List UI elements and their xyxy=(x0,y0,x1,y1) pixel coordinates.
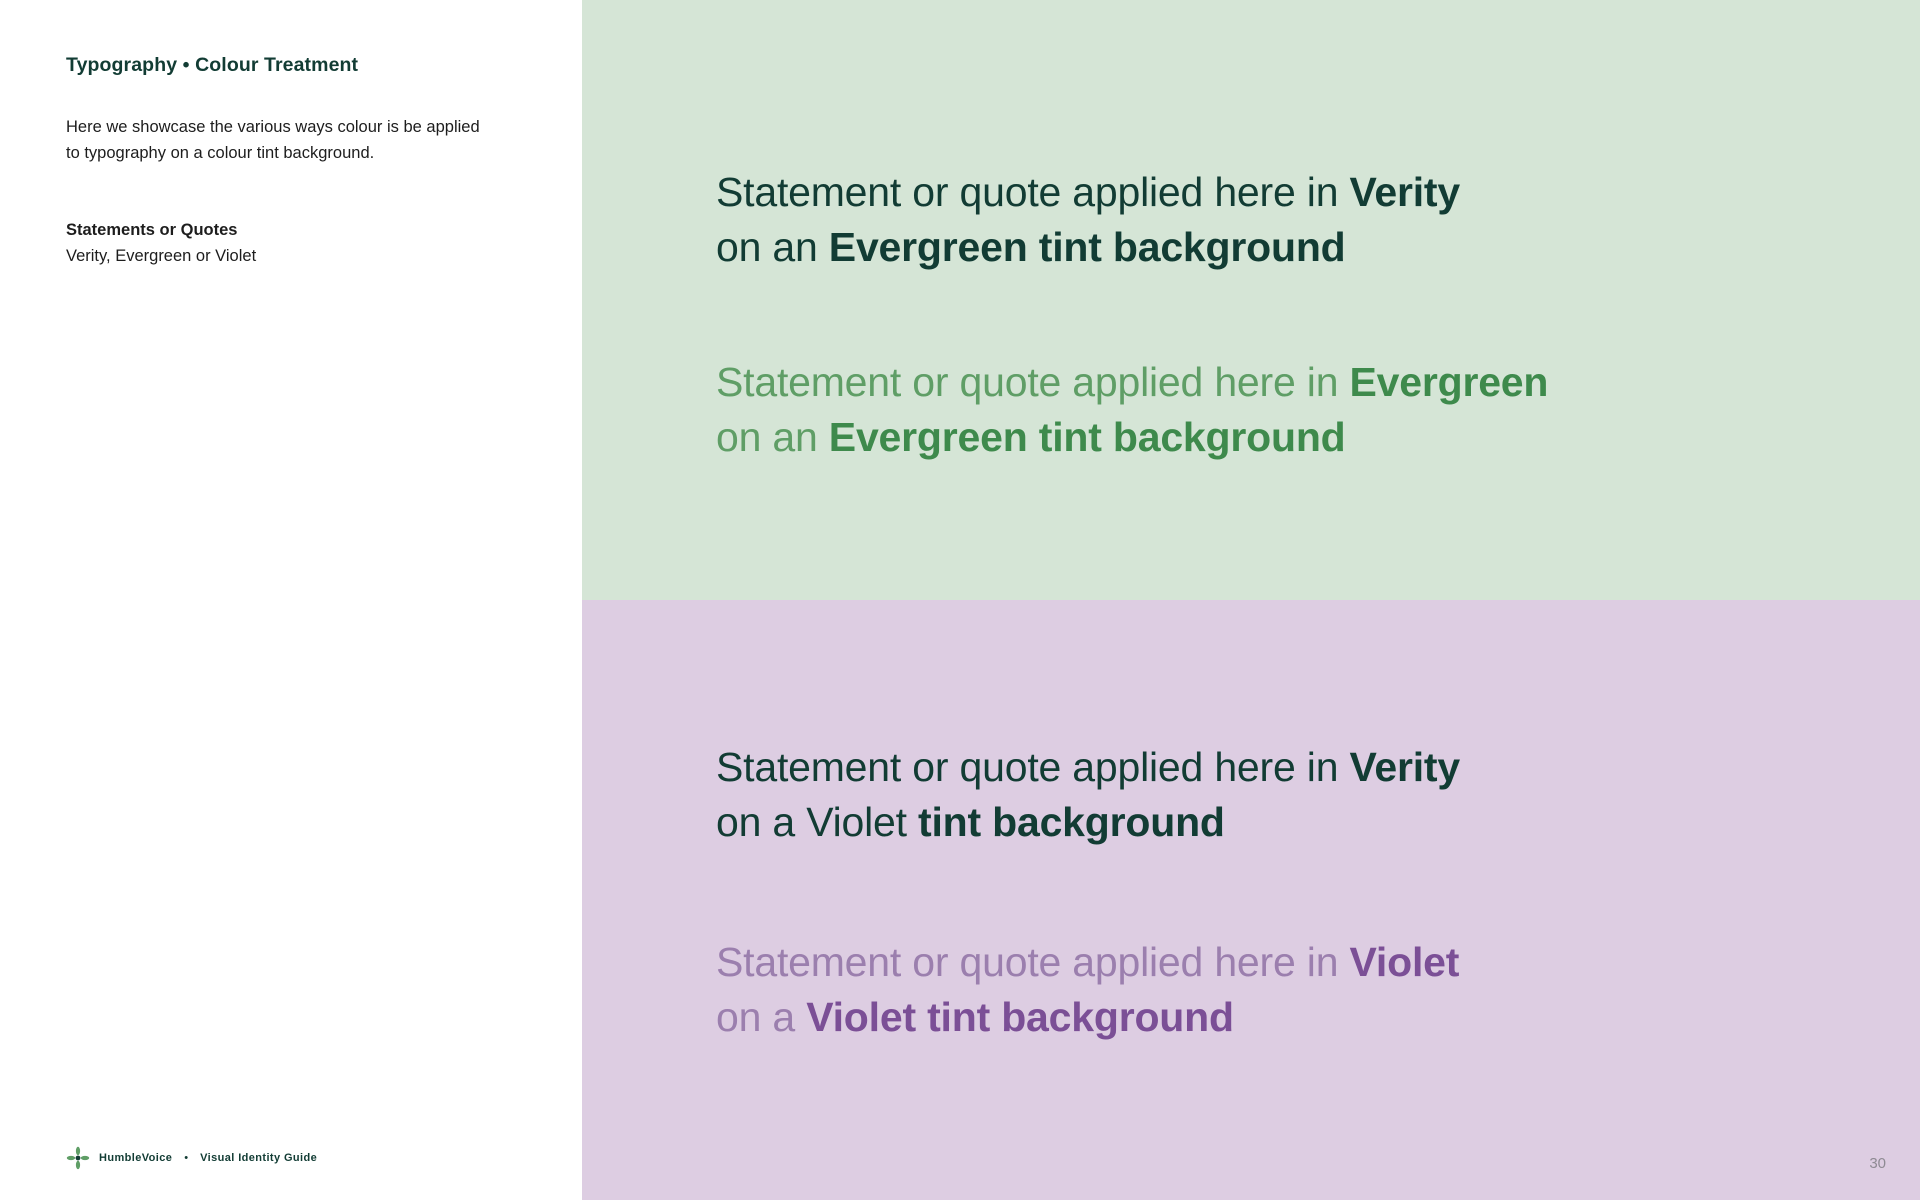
quote-verity-on-violet xyxy=(716,740,1876,850)
quote-1-line2-regular: on an xyxy=(716,224,829,270)
quote-4-line1-regular: Statement or quote applied here in xyxy=(716,939,1350,985)
quote-3-line2-regular: on a Violet xyxy=(716,799,918,845)
quote-2-line2-regular: on an xyxy=(716,414,829,460)
quote-evergreen-on-evergreen xyxy=(716,355,1876,465)
quote-3-line1-regular: Statement or quote applied here in xyxy=(716,744,1350,790)
quote-1-line2-bold: Evergreen tint background xyxy=(828,224,1346,270)
quote-1-line1-regular: Statement or quote applied here in xyxy=(716,169,1350,215)
humblevoice-logo-icon xyxy=(66,1146,90,1170)
footer xyxy=(66,1146,317,1170)
page-number: 30 xyxy=(1869,1155,1886,1172)
quote-2-line1-bold: Evergreen xyxy=(1349,359,1549,405)
footer-separator: • xyxy=(184,1152,189,1164)
quote-3-line2-bold: tint background xyxy=(918,799,1225,845)
footer-brand-name: HumbleVoice xyxy=(99,1152,173,1164)
quote-4-line2-regular: on a xyxy=(716,994,807,1040)
quote-3-line1-bold: Verity xyxy=(1349,744,1460,790)
subsection-description: Verity, Evergreen or Violet xyxy=(66,247,257,265)
left-info-column xyxy=(0,0,582,1200)
quote-verity-on-evergreen xyxy=(716,165,1876,275)
quote-1-line1-bold: Verity xyxy=(1349,169,1460,215)
quote-4-line2-bold: Violet tint background xyxy=(806,994,1234,1040)
footer-document-title: Visual Identity Guide xyxy=(200,1152,318,1164)
evergreen-tint-panel xyxy=(582,0,1920,600)
subsection-title: Statements or Quotes xyxy=(66,221,238,239)
violet-tint-panel xyxy=(582,600,1920,1200)
quote-4-line1-bold: Violet xyxy=(1349,939,1460,985)
intro-paragraph: Here we showcase the various ways colour is be applied to typography on a colour tint background. xyxy=(66,118,480,162)
quote-violet-on-violet xyxy=(716,935,1876,1045)
quote-2-line1-regular: Statement or quote applied here in xyxy=(716,359,1350,405)
quote-2-line2-bold: Evergreen tint background xyxy=(828,414,1346,460)
page-title: Typography • Colour Treatment xyxy=(66,54,359,76)
